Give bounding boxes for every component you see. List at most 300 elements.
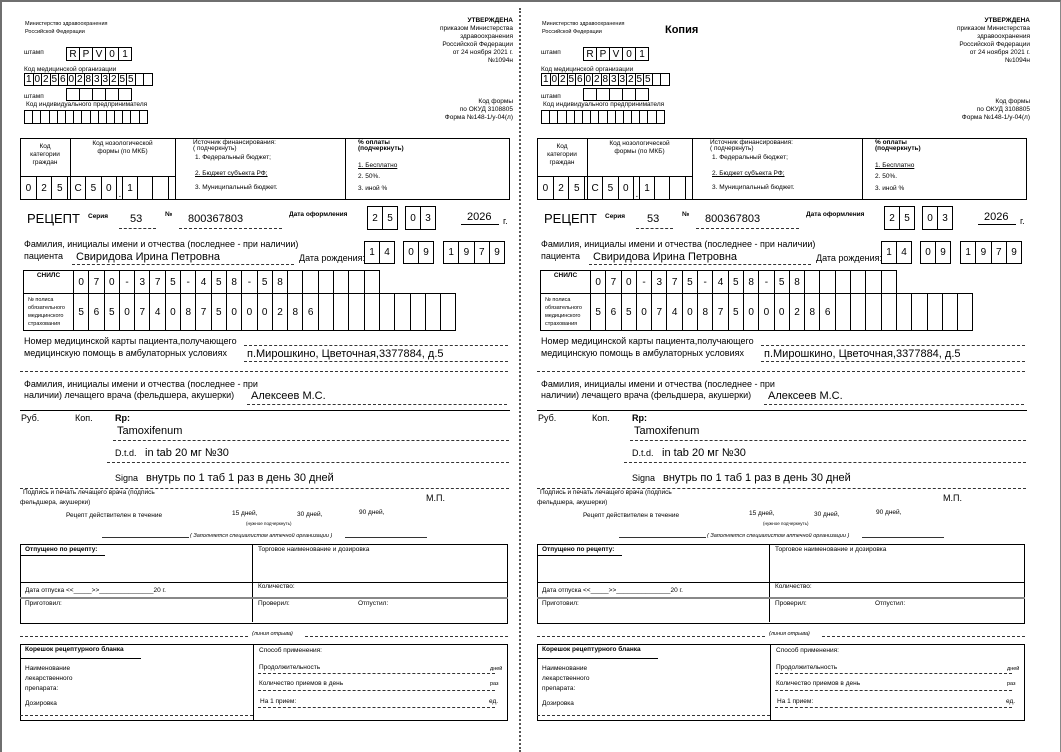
digit-box: 9 — [975, 241, 991, 264]
validity-option[interactable]: 15 дней, — [232, 510, 258, 517]
mkb-boxes — [71, 176, 169, 200]
digit-box: 3 — [134, 270, 150, 294]
ministry-header — [25, 20, 108, 36]
payment-option[interactable]: 3. иной % — [875, 185, 905, 192]
digit-box: 0 — [20, 176, 37, 200]
label-line: лекарственного — [542, 675, 590, 682]
digit-box: 1 — [639, 176, 655, 200]
validity-option[interactable]: 90 дней, — [876, 509, 902, 516]
digit-box — [318, 270, 334, 294]
label-line: % оплаты — [875, 139, 907, 146]
digit-box: 8 — [226, 270, 242, 294]
validity-option[interactable]: 15 дней, — [749, 510, 775, 517]
stamp2-label: штамп — [24, 93, 44, 100]
underline — [537, 658, 658, 659]
digit-box: 0 — [226, 293, 242, 331]
digit-box: V — [609, 47, 623, 61]
birth-year-boxes — [961, 241, 1022, 264]
org-code-boxes — [25, 73, 153, 86]
doctor-name: Алексеев М.С. — [251, 390, 326, 402]
digit-box — [583, 88, 597, 101]
digit-box: 1 — [25, 74, 32, 85]
stub-dosage-label: Дозировка — [542, 700, 574, 707]
digit-box: 7 — [149, 270, 165, 294]
birth-month-boxes — [921, 241, 951, 264]
digit-box: - — [119, 270, 135, 294]
digit-box — [440, 293, 456, 331]
label-line: граждан — [549, 159, 575, 166]
digit-box: 5 — [51, 74, 58, 85]
digit-box: 3 — [102, 74, 109, 85]
label-line: формы (по МКБ) — [614, 148, 665, 155]
digit-box: 6 — [302, 293, 318, 331]
card-label: Номер медицинской карты пациента,получающего — [24, 336, 237, 346]
digit-box: 6 — [605, 293, 621, 331]
label-line: медицинского — [545, 313, 581, 319]
seal-label: М.П. — [943, 493, 962, 503]
digit-box: 5 — [257, 270, 273, 294]
digit-box: 0 — [682, 293, 698, 331]
stub-duration-label: Продолжительность — [776, 664, 838, 671]
digit-box: 0 — [920, 241, 936, 264]
patient-label: Фамилия, инициалы имени и отчества (последнее - при наличии) — [24, 239, 299, 249]
digit-box: 0 — [585, 74, 592, 85]
digit-box — [911, 293, 927, 331]
digit-box: 8 — [180, 293, 196, 331]
prepared-label: Приготовил: — [25, 600, 62, 607]
digit-box: 0 — [405, 206, 421, 230]
tear-line — [305, 636, 508, 637]
digit-box: 5 — [165, 270, 181, 294]
digit-box: 9 — [1006, 241, 1022, 264]
digit-box: - — [180, 270, 196, 294]
dispense-date-label: Дата отпуска <<_____>>_______________20 г. — [542, 587, 683, 594]
digit-box: 1 — [635, 47, 649, 61]
digit-box: 4 — [195, 270, 211, 294]
validity-hint: (нужное подчеркнуть) — [246, 521, 292, 526]
digit-box: 5 — [621, 293, 637, 331]
underline — [20, 555, 105, 556]
approval-line: №1094н — [487, 57, 513, 64]
stamp2-boxes — [67, 88, 132, 101]
label-line: формы (по МКБ) — [97, 148, 148, 155]
birth-year-boxes — [444, 241, 505, 264]
series-value: 53 — [647, 213, 660, 225]
digit-box — [660, 73, 670, 86]
stub-dosage-label: Дозировка — [25, 700, 57, 707]
digit-box: 2 — [553, 176, 570, 200]
digit-box: 2 — [627, 74, 634, 85]
payment-label — [875, 140, 921, 152]
digit-box: 5 — [568, 176, 585, 200]
digit-box: 1 — [364, 241, 380, 264]
form-code-line: Форма №148-1/у-04(л) — [444, 114, 513, 121]
released-label: Отпустил: — [875, 600, 906, 607]
digit-box: 4 — [712, 270, 728, 294]
digit-box: 1 — [118, 47, 132, 61]
approval-line: №1094н — [1004, 57, 1030, 64]
underline — [537, 555, 622, 556]
validity-hint: (нужное подчеркнуть) — [763, 521, 809, 526]
kop-label: Коп. — [75, 413, 93, 423]
rub-label: Руб. — [538, 413, 557, 423]
stub-duration-unit: дней — [490, 666, 503, 672]
dtd-label: D.t.d. — [115, 448, 137, 458]
divider-line — [102, 537, 189, 538]
digit-box: 8 — [789, 270, 805, 294]
digit-box: 5 — [211, 293, 227, 331]
ip-code-label: Код индивидуального предпринимателя — [26, 101, 148, 108]
validity-option[interactable]: 90 дней, — [359, 509, 385, 516]
issue-day-boxes — [885, 206, 915, 230]
approval-line: приказом Министерства — [957, 25, 1030, 32]
form-code-block — [962, 98, 1030, 122]
tear-line — [822, 636, 1025, 637]
payment-option-selected[interactable]: 1. Бесплатно — [358, 162, 398, 169]
recipe-title: РЕЦЕПТ — [27, 211, 80, 226]
digit-box: . — [118, 189, 122, 200]
rp-label: Rp: — [115, 413, 130, 423]
digit-box: 0 — [34, 74, 41, 85]
digit-box: 8 — [85, 74, 92, 85]
digit-box: 2 — [110, 74, 117, 85]
polis-label — [545, 296, 582, 328]
signa-value: внутрь по 1 таб 1 раз в день 30 дней — [663, 472, 851, 484]
digit-box — [364, 293, 380, 331]
digit-box: 6 — [576, 74, 583, 85]
label-line: ( подчеркнуть) — [710, 145, 754, 152]
doctor-label: наличии) лечащего врача (фельдшера, акушерки) — [24, 390, 235, 400]
approval-line: Российской Федерации — [959, 41, 1030, 48]
label-line: Наименование — [542, 665, 588, 672]
digit-box — [66, 88, 80, 101]
divider — [175, 138, 176, 200]
card-label: медицинскую помощь в амбулаторных условиях — [541, 348, 744, 358]
stamp2-boxes — [584, 88, 649, 101]
digit-box: 0 — [551, 74, 558, 85]
digit-box: 3 — [937, 206, 953, 230]
digit-box: 0 — [758, 293, 774, 331]
digit-box — [118, 88, 132, 101]
label-line: Источник финансирования: — [193, 139, 276, 146]
digit-box: 1 — [960, 241, 976, 264]
label-line: Наименование — [25, 665, 71, 672]
digit-box: 2 — [789, 293, 805, 331]
quantity-label: Количество: — [775, 583, 812, 590]
signa-label: Signa — [115, 473, 139, 483]
divider-line — [20, 371, 508, 372]
stub-times-label: Количество приемов в день — [259, 680, 344, 687]
digit-box: 0 — [165, 293, 181, 331]
digit-box: 2 — [884, 206, 900, 230]
digit-box: 8 — [804, 293, 820, 331]
category-label — [20, 143, 70, 167]
birth-day-boxes — [882, 241, 912, 264]
divider-line — [537, 371, 1025, 372]
stub-times-unit: раз — [490, 681, 499, 687]
digit-box: 5 — [636, 74, 643, 85]
stub-times-label: Количество приемов в день — [776, 680, 861, 687]
digit-box — [850, 270, 866, 294]
digit-box: 8 — [272, 270, 288, 294]
digit-box: 7 — [474, 241, 490, 264]
divider — [537, 597, 1025, 599]
digit-box — [656, 110, 665, 124]
quantity-label: Количество: — [258, 583, 295, 590]
digit-box: 1 — [542, 74, 549, 85]
stamp-label: штамп — [541, 49, 561, 56]
tear-line — [20, 636, 248, 637]
divider — [345, 138, 346, 200]
underline — [258, 673, 495, 674]
patient-name: Свиридова Ирина Петровна — [593, 251, 738, 263]
label-line: лекарственного — [25, 675, 73, 682]
digit-box: 0 — [922, 206, 938, 230]
digit-box — [137, 176, 153, 200]
drug-name: Tamoxifenum — [634, 425, 700, 437]
doctor-name: Алексеев М.С. — [768, 390, 843, 402]
digit-box: 3 — [610, 74, 617, 85]
digit-box: 2 — [593, 74, 600, 85]
signature-label: Подпись и печать лечащего врача (подпись — [23, 489, 155, 496]
divider-line — [20, 410, 510, 411]
digit-box — [333, 270, 349, 294]
validity-option[interactable]: 30 дней, — [297, 511, 323, 518]
label-line: препарата: — [25, 685, 59, 692]
digit-box: 6 — [88, 293, 104, 331]
ip-code-boxes — [25, 110, 148, 124]
label-line: Код нозологической — [92, 140, 153, 147]
copy-label: Копия — [665, 24, 699, 36]
issue-year: 2026 — [984, 211, 1009, 223]
digit-box — [835, 293, 851, 331]
digit-box: 5 — [119, 74, 126, 85]
digit-box: P — [596, 47, 610, 61]
underline — [624, 462, 1026, 463]
digit-box: 2 — [272, 293, 288, 331]
digit-box: R — [583, 47, 597, 61]
card-label: медицинскую помощь в амбулаторных условиях — [24, 348, 227, 358]
card-value: п.Мирошкино, Цветочная,3377884, д.5 — [247, 348, 444, 360]
dispensed-label: Отпущено по рецепту: — [25, 546, 98, 553]
stub-drug-label — [542, 664, 589, 694]
form-code-line: Форма №148-1/у-04(л) — [961, 114, 1030, 121]
digit-box: 0 — [257, 293, 273, 331]
underline — [244, 361, 508, 362]
form-code-line: Код формы — [478, 98, 513, 105]
digit-box: 5 — [51, 176, 68, 200]
digit-box: 2 — [42, 74, 49, 85]
issue-date-label: Дата оформления — [289, 211, 348, 218]
polis-boxes — [591, 293, 973, 331]
mkb-label — [70, 140, 175, 156]
digit-box — [654, 176, 670, 200]
snils-boxes — [74, 270, 380, 294]
approval-line: здравоохранения — [977, 33, 1030, 40]
payment-option[interactable]: 3. иной % — [358, 185, 388, 192]
digit-box — [364, 270, 380, 294]
label-line: страхования — [28, 321, 61, 327]
digit-box: 1 — [881, 241, 897, 264]
digit-box: 0 — [743, 293, 759, 331]
digit-box: 8 — [602, 74, 609, 85]
financing-label — [193, 140, 276, 152]
ministry-line: Министерство здравоохранения — [542, 21, 625, 27]
financing-option[interactable]: 3. Муниципальный бюджет. — [712, 184, 795, 191]
label-line: категории — [30, 151, 60, 158]
ip-code-label: Код индивидуального предпринимателя — [543, 101, 665, 108]
financing-label — [710, 140, 793, 152]
seal-label: М.П. — [426, 493, 445, 503]
financing-option-selected[interactable]: 2. Бюджет субъекта РФ; — [195, 170, 268, 177]
digit-box: 5 — [644, 74, 651, 85]
underline — [589, 264, 811, 265]
digit-box — [348, 270, 364, 294]
category-boxes — [21, 176, 68, 200]
category-label — [537, 143, 587, 167]
digit-box: 6 — [59, 74, 66, 85]
stub-duration-unit: дней — [1007, 666, 1020, 672]
digit-box: 6 — [819, 293, 835, 331]
digit-box: 1 — [122, 176, 138, 200]
year-suffix: г. — [1020, 216, 1025, 226]
recipe-title: РЕЦЕПТ — [544, 211, 597, 226]
financing-option[interactable]: 3. Муниципальный бюджет. — [195, 184, 278, 191]
underline — [761, 361, 1025, 362]
payment-option[interactable]: 2. 50%. — [875, 173, 898, 180]
digit-box: 7 — [712, 293, 728, 331]
financing-option[interactable]: 1. Федеральный бюджет; — [712, 154, 788, 161]
divider-line — [537, 410, 1027, 411]
digit-box: 5 — [774, 270, 790, 294]
digit-box: 5 — [73, 293, 89, 331]
label-line: № полиса — [28, 297, 54, 303]
birth-day-boxes — [365, 241, 395, 264]
digit-box: 7 — [88, 270, 104, 294]
doctor-label: наличии) лечащего врача (фельдшера, акушерки) — [541, 390, 752, 400]
digit-box — [927, 293, 943, 331]
digit-box — [804, 270, 820, 294]
form-code-line: по ОКУД 3108805 — [976, 106, 1030, 113]
financing-option[interactable]: 1. Федеральный бюджет; — [195, 154, 271, 161]
digit-box — [942, 293, 958, 331]
digit-box — [105, 88, 119, 101]
digit-box: 0 — [537, 176, 554, 200]
digit-box: 3 — [420, 206, 436, 230]
digit-box: 0 — [73, 270, 89, 294]
digit-box: 0 — [119, 293, 135, 331]
patient-label: пациента — [541, 251, 581, 261]
payment-option[interactable]: 2. 50%. — [358, 173, 381, 180]
label-line: медицинского — [28, 313, 64, 319]
digit-box — [394, 293, 410, 331]
digit-box: 9 — [458, 241, 474, 264]
digit-box: 0 — [68, 74, 75, 85]
form-code-line: по ОКУД 3108805 — [459, 106, 513, 113]
ip-code-boxes — [542, 110, 665, 124]
approval-line: здравоохранения — [460, 33, 513, 40]
digit-box: - — [636, 270, 652, 294]
prepared-label: Приготовил: — [542, 600, 579, 607]
digit-box — [881, 270, 897, 294]
signa-value: внутрь по 1 таб 1 раз в день 30 дней — [146, 472, 334, 484]
number-label: № — [682, 211, 690, 218]
stub-per-dose-unit: ед. — [1006, 698, 1016, 705]
trade-name-label: Торговое наименование и дозировка — [258, 546, 370, 553]
polis-label — [28, 296, 65, 328]
dtd-value: in tab 20 мг №30 — [145, 447, 229, 459]
mkb-boxes — [588, 176, 686, 200]
approval-line: от 24 ноября 2021 г. — [969, 49, 1030, 56]
mkb-label — [587, 140, 692, 156]
pharmacy-note: ( Заполняется специалистом аптечной организации ) — [707, 533, 850, 539]
issue-month-boxes — [406, 206, 436, 230]
dtd-label: D.t.d. — [632, 448, 654, 458]
digit-box — [881, 293, 897, 331]
dispensed-label: Отпущено по рецепту: — [542, 546, 615, 553]
payment-option-selected[interactable]: 1. Бесплатно — [875, 162, 915, 169]
stub-per-dose-label: На 1 прием: — [777, 698, 814, 705]
ministry-header — [542, 20, 625, 36]
digit-box: - — [241, 270, 257, 294]
approval-line: УТВЕРЖДЕНА — [984, 17, 1030, 24]
digit-box — [143, 73, 153, 86]
digit-box — [622, 88, 636, 101]
digit-box: 2 — [76, 74, 83, 85]
label-line: обязательного — [545, 305, 582, 311]
digit-box: 7 — [991, 241, 1007, 264]
digit-box: 2 — [367, 206, 383, 230]
digit-box: 0 — [101, 176, 117, 200]
digit-box — [139, 110, 148, 124]
stub-method-label: Способ применения: — [776, 647, 839, 654]
validity-option[interactable]: 30 дней, — [814, 511, 840, 518]
label-line: % оплаты — [358, 139, 390, 146]
signature-label: Подпись и печать лечащего врача (подпись — [540, 489, 672, 496]
underline — [978, 224, 1016, 225]
patient-name: Свиридова Ирина Петровна — [76, 251, 221, 263]
financing-option-selected[interactable]: 2. Бюджет субъекта РФ; — [712, 170, 785, 177]
digit-box: 3 — [619, 74, 626, 85]
digit-box: 5 — [568, 74, 575, 85]
digit-box: . — [635, 189, 639, 200]
label-line: страхования — [545, 321, 578, 327]
digit-box — [410, 293, 426, 331]
underline — [761, 345, 1025, 346]
snils-label: СНИЛС — [553, 272, 578, 279]
label-line: ( подчеркнуть) — [193, 145, 237, 152]
label-line: Код — [39, 143, 51, 150]
approval-line: от 24 ноября 2021 г. — [452, 49, 513, 56]
underline — [119, 228, 156, 229]
digit-box: 4 — [896, 241, 912, 264]
signa-label: Signa — [632, 473, 656, 483]
digit-box: 2 — [559, 74, 566, 85]
stamp-boxes — [67, 47, 132, 61]
recipe-number: 800367803 — [188, 213, 244, 225]
stub-title: Корешок рецептурного бланка — [542, 646, 641, 653]
digit-box: 5 — [85, 176, 101, 200]
digit-box: 0 — [241, 293, 257, 331]
rub-label: Руб. — [21, 413, 40, 423]
digit-box: 7 — [195, 293, 211, 331]
underline — [775, 707, 1012, 708]
underline — [247, 404, 507, 405]
doctor-label: Фамилия, инициалы имени и отчества (последнее - при — [541, 379, 775, 389]
ministry-line: Министерство здравоохранения — [25, 21, 108, 27]
kop-label: Коп. — [592, 413, 610, 423]
issue-year: 2026 — [467, 211, 492, 223]
